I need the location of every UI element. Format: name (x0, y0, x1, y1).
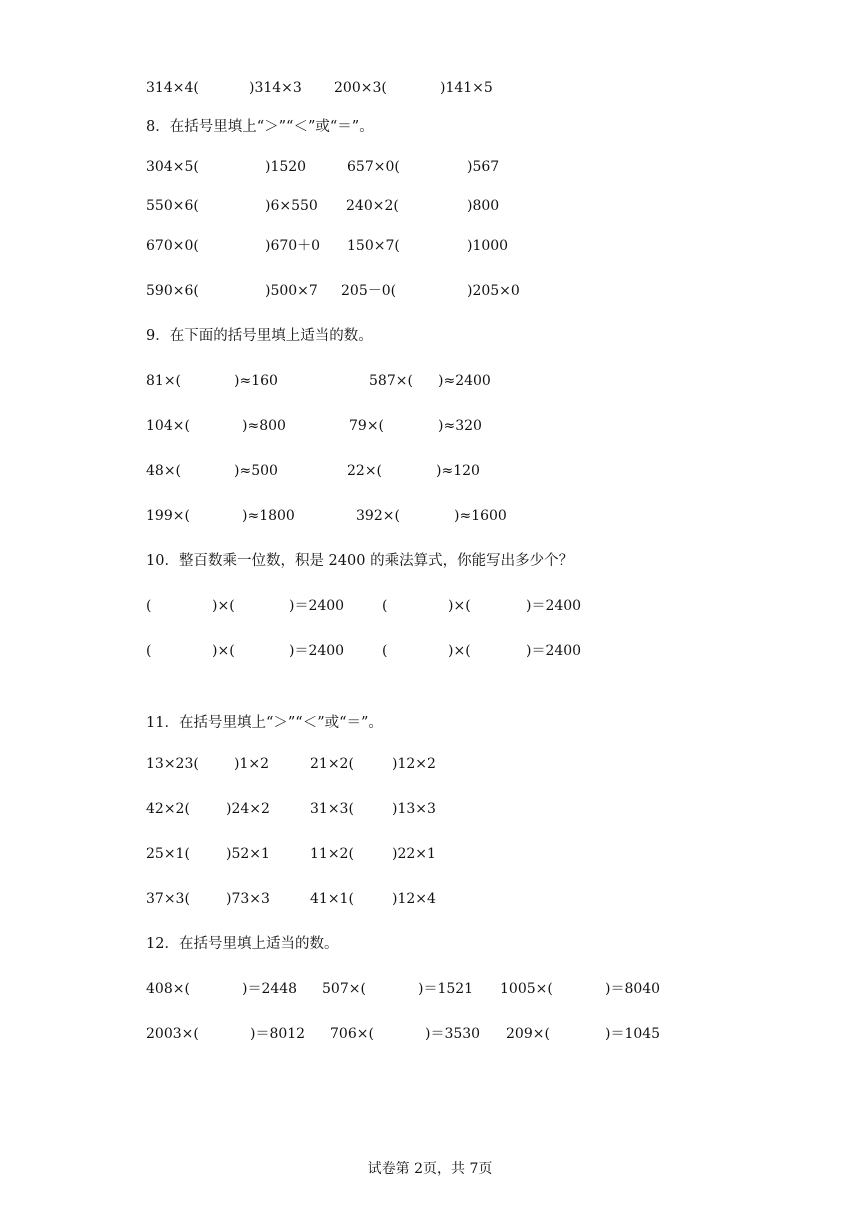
expression: )567 (467, 159, 500, 175)
expression: )670＋0 (265, 238, 321, 254)
question-8-title: 8．在括号里填上“＞”“＜”或“＝”。 (146, 119, 374, 135)
expression: 550×6( (146, 198, 199, 214)
expression: )12×2 (392, 756, 436, 772)
expression: )＝2448 (242, 981, 298, 997)
expression: )×( (212, 643, 235, 659)
expression: ( (382, 643, 388, 659)
expression: 22×( (347, 463, 383, 479)
expression: 150×7( (347, 238, 400, 254)
exercise-row (0, 281, 520, 301)
expression: 2003×( (146, 1026, 199, 1042)
expression: 209×( (506, 1026, 550, 1042)
expression: 25×1( (146, 846, 190, 862)
expression: )≈1800 (242, 508, 295, 524)
expression: 706×( (330, 1026, 374, 1042)
expression: )＝8040 (605, 981, 661, 997)
expression: 1005×( (500, 981, 553, 997)
expression: )≈160 (234, 373, 278, 389)
expression: )1000 (467, 238, 509, 254)
expression: )12×4 (392, 891, 436, 907)
expression: 314×4( (146, 80, 199, 96)
expression: 11×2( (310, 846, 354, 862)
expression: )＝3530 (425, 1026, 481, 1042)
expression: 205－0( (341, 283, 397, 299)
exercise-row (0, 844, 436, 864)
expression: 240×2( (346, 198, 399, 214)
expression: )800 (467, 198, 500, 214)
expression: )＝2400 (289, 643, 345, 659)
expression: )＝1521 (418, 981, 474, 997)
expression: )＝8012 (250, 1026, 306, 1042)
expression: )314×3 (249, 80, 302, 96)
question-12-title: 12．在括号里填上适当的数。 (146, 936, 339, 952)
exercise-row (0, 641, 582, 661)
expression: 21×2( (310, 756, 354, 772)
expression: 41×1( (310, 891, 354, 907)
expression: 42×2( (146, 801, 190, 817)
expression: 31×3( (310, 801, 354, 817)
expression: 79×( (349, 418, 385, 434)
question-9-title: 9．在下面的括号里填上适当的数。 (146, 328, 373, 344)
expression: )＝2400 (526, 643, 582, 659)
expression: )≈500 (234, 463, 278, 479)
exercise-row (0, 799, 436, 819)
expression: 587×( (369, 373, 413, 389)
expression: )≈2400 (438, 373, 491, 389)
exercise-row (0, 889, 436, 909)
expression: 104×( (146, 418, 190, 434)
expression: )22×1 (392, 846, 436, 862)
expression: 670×0( (146, 238, 199, 254)
exercise-row (0, 461, 480, 481)
page-footer: 试卷第 2页，共 7页 (367, 1161, 493, 1177)
exercise-row (0, 157, 500, 177)
expression: )141×5 (440, 80, 493, 96)
expression: 392×( (356, 508, 400, 524)
exercise-row (0, 371, 491, 391)
exercise-row (0, 236, 509, 256)
expression: )24×2 (226, 801, 270, 817)
expression: ( (146, 643, 152, 659)
expression: )6×550 (265, 198, 318, 214)
expression: )1520 (265, 159, 307, 175)
expression: 81×( (146, 373, 182, 389)
question-10-title: 10．整百数乘一位数，积是 2400 的乘法算式，你能写出多少个？ (146, 553, 574, 569)
expression: 200×3( (334, 80, 387, 96)
expression: 37×3( (146, 891, 190, 907)
expression: )×( (448, 598, 471, 614)
expression: 408×( (146, 981, 190, 997)
expression: )≈120 (436, 463, 480, 479)
expression: )500×7 (265, 283, 318, 299)
question-11-title: 11．在括号里填上“＞”“＜”或“＝”。 (146, 715, 383, 731)
exercise-row (0, 78, 493, 98)
expression: ( (146, 598, 152, 614)
expression: 13×23( (146, 756, 199, 772)
expression: )205×0 (467, 283, 520, 299)
expression: 657×0( (347, 159, 400, 175)
expression: )13×3 (392, 801, 436, 817)
exercise-row (0, 1024, 661, 1044)
expression: )×( (212, 598, 235, 614)
expression: 304×5( (146, 159, 199, 175)
expression: )≈320 (438, 418, 482, 434)
expression: ( (382, 598, 388, 614)
expression: )＝1045 (605, 1026, 661, 1042)
exercise-row (0, 596, 582, 616)
expression: )×( (448, 643, 471, 659)
exercise-row (0, 196, 500, 216)
expression: )73×3 (226, 891, 270, 907)
exercise-row (0, 416, 482, 436)
expression: )＝2400 (289, 598, 345, 614)
expression: 507×( (322, 981, 366, 997)
expression: 199×( (146, 508, 190, 524)
exercise-row (0, 506, 507, 526)
expression: )≈800 (242, 418, 286, 434)
expression: 48×( (146, 463, 182, 479)
expression: )＝2400 (526, 598, 582, 614)
expression: )1×2 (234, 756, 270, 772)
expression: 590×6( (146, 283, 199, 299)
expression: )≈1600 (454, 508, 507, 524)
exercise-row (0, 754, 436, 774)
expression: )52×1 (226, 846, 270, 862)
exercise-row (0, 979, 661, 999)
